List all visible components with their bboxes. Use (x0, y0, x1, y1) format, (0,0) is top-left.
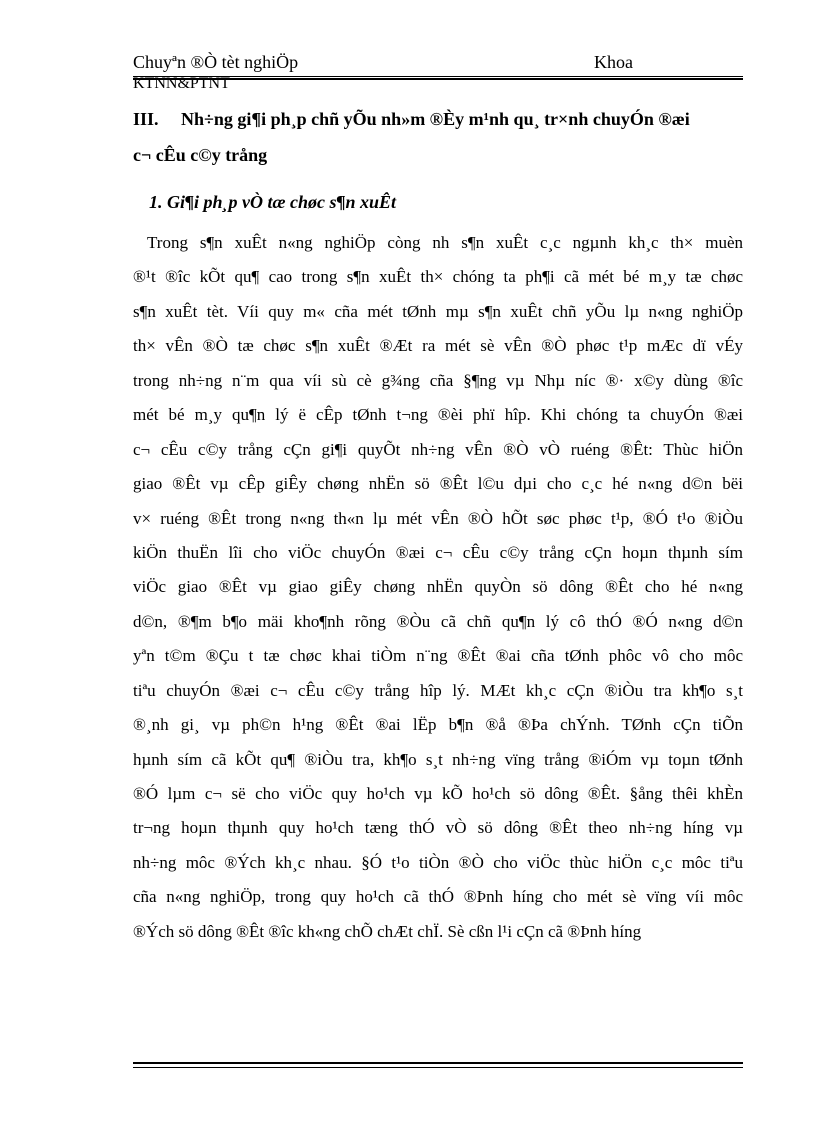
paragraph-line: cña n«ng nghiÖp, trong quy ho¹ch cã thÓ ®Þnh híng cho mét sè vïng víi môc (133, 887, 743, 907)
header-faculty-name: KTNN&PTNT (133, 75, 230, 92)
paragraph-line: v× ruéng ®Êt trong n«ng th«n lµ mét vÊn ®Ò hÕt søc phøc t¹p, ®Ó t¹o ®iÒu (133, 508, 743, 528)
paragraph-line: ®¸nh gi¸ vµ ph©n h¹ng ®Êt ®ai lËp b¶n ®å ®Þa chÝnh. TØnh cÇn tiÕn (133, 715, 743, 735)
footer-rule (133, 1062, 743, 1068)
header-rule (133, 76, 743, 80)
paragraph-line: yªn t©m ®Çu t tæ chøc khai tiÒm n¨ng ®Êt ®ai cña tØnh phôc vô cho môc (133, 646, 743, 666)
paragraph-line: d©n, ®¶m b¶o mäi kho¶nh rõng ®Òu cã chñ qu¶n lý cô thÓ ®Ó n«ng d©n (133, 611, 743, 631)
paragraph-line: th× vÊn ®Ò tæ chøc s¶n xuÊt ®Æt ra mét sè vÊn ®Ò phøc t¹p mÆc dï vÉy (133, 336, 743, 356)
subsection-heading: 1. Gi¶i ph¸p vÒ tæ chøc s¶n xuÊt (149, 192, 397, 212)
paragraph-line: s¶n xuÊt tèt. Víi quy m« cña mét tØnh mµ s¶n xuÊt chñ yÕu lµ n«ng nghiÖp (133, 301, 743, 321)
paragraph-line: ®Ó lµm c¬ së cho viÖc quy ho¹ch vµ kÕ ho¹ch sö dông ®Êt. §ång thêi khÈn (133, 784, 743, 803)
paragraph-line: nh÷ng môc ®Ých kh¸c nhau. §Ó t¹o tiÒn ®Ò cho viÖc thùc hiÖn c¸c môc tiªu (133, 852, 743, 872)
section-heading (133, 101, 748, 173)
paragraph-line: trong nh÷ng n¨m qua víi sù cè g¾ng cña §¶ng vµ Nhµ níc ®· x©y dùng ®îc (133, 370, 743, 390)
paragraph-line: mét bé m¸y qu¶n lý ë cÊp tØnh t¬ng ®èi phï hîp. Khi chóng ta chuyÓn ®æi (133, 405, 743, 425)
section-title-line2: c¬ cÊu c©y trång (133, 145, 268, 165)
section-title-line1: Nh÷ng gi¶i ph¸p chñ yÕu nh»m ®Èy m¹nh qu¸ tr×nh chuyÓn ®æi (181, 109, 690, 129)
header-document-type: Chuyªn ®Ò tèt nghiÖp (133, 52, 299, 72)
paragraph-line: ®¹t ®îc kÕt qu¶ cao trong s¶n xuÊt th× chóng ta ph¶i cã mét bé m¸y tæ chøc (133, 267, 743, 287)
paragraph-line: c¬ cÊu c©y trång cÇn gi¶i quyÕt nh÷ng vÊn ®Ò vÒ ruéng ®Êt: Thùc hiÖn (133, 439, 743, 459)
paragraph-line: hµnh sím cã kÕt qu¶ ®iÒu tra, kh¶o s¸t nh÷ng vïng trång ®iÓm vµ toµn tØnh (133, 749, 743, 769)
paragraph-line: giao ®Êt vµ cÊp giÊy chøng nhËn sö ®Êt l©u dµi cho c¸c hé n«ng d©n bëi (133, 474, 743, 494)
body-paragraph (133, 226, 743, 949)
header-faculty: Khoa (594, 52, 633, 72)
section-number: III. (133, 109, 159, 129)
paragraph-line: viÖc giao ®Êt vµ giao giÊy chøng nhËn quyÒn sö dông ®Êt cho hé n«ng (133, 577, 743, 597)
paragraph-line: kiÖn thuËn lîi cho viÖc chuyÓn ®æi c¬ cÊu c©y trång cÇn hoµn thµnh sím (133, 542, 743, 562)
paragraph-line: tr¬ng hoµn thµnh quy ho¹ch tæng thÓ vÒ sö dông ®Êt theo nh÷ng híng vµ (133, 818, 743, 838)
paragraph-line: Trong s¶n xuÊt n«ng nghiÖp còng nh s¶n xuÊt c¸c ngµnh kh¸c th× muèn (147, 233, 743, 252)
paragraph-line: ®Ých sö dông ®Êt ®îc kh«ng chÕ chÆt chÏ. Sè cßn l¹i cÇn cã ®Þnh híng (133, 921, 642, 941)
paragraph-line: tiªu chuyÓn ®æi c¬ cÊu c©y trång hîp lý. MÆt kh¸c cÇn ®iÒu tra kh¶o s¸t (133, 680, 743, 700)
